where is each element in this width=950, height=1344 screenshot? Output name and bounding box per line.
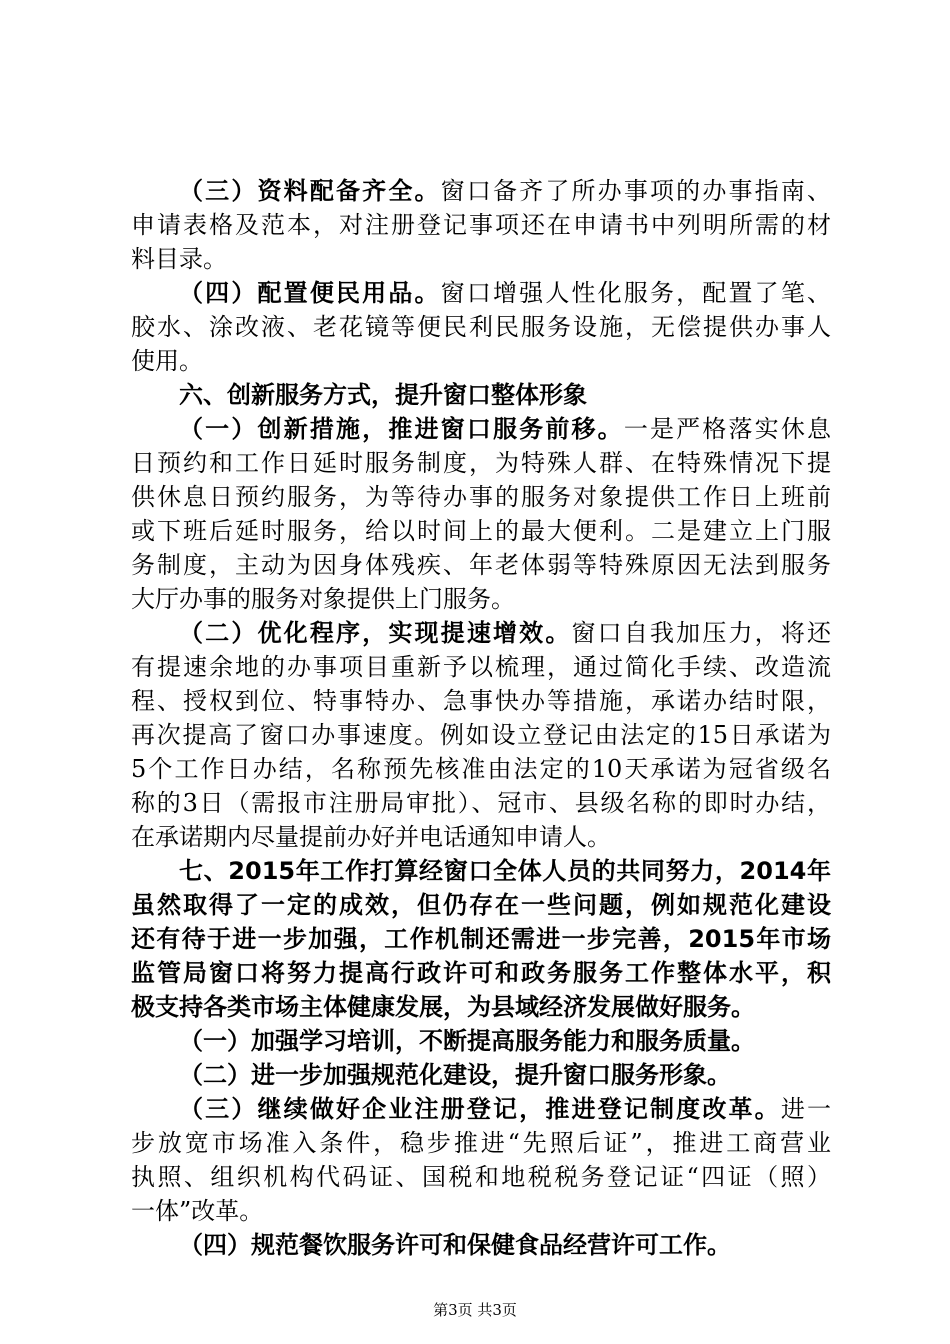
paragraph-heading: （四）配置便民用品。 [179, 279, 441, 307]
paragraph-line: 供休息日预约服务，为等待办事的服务对象提供工作日上班前 [131, 483, 831, 511]
paragraph-line [131, 278, 831, 308]
paragraph-line: 监管局窗口将努力提高行政许可和政务服务工作整体水平，积 [131, 959, 831, 987]
paragraph-line: 再次提高了窗口办事速度。例如设立登记由法定的15日承诺为 [131, 721, 831, 749]
paragraph-line: 称的3日（需报市注册局审批）、冠市、县级名称的即时办结， [131, 789, 831, 817]
paragraph-line: 有提速余地的办事项目重新予以梳理，通过简化手续、改造流 [131, 653, 831, 681]
paragraph-line: 使用。 [131, 347, 203, 375]
paragraph-line: 日预约和工作日延时服务制度，为特殊人群、在特殊情况下提 [131, 449, 831, 477]
paragraph-line: 步放宽市场准入条件，稳步推进“先照后证”，推进工商营业 [131, 1129, 831, 1157]
paragraph-line: 申请表格及范本，对注册登记事项还在申请书中列明所需的材 [131, 211, 831, 239]
paragraph-line: 一体”改革。 [131, 1197, 264, 1225]
paragraph-text: 一是严格落实休息 [623, 415, 832, 443]
paragraph-line: 或下班后延时服务，给以时间上的最大便利。二是建立上门服 [131, 517, 831, 545]
section-heading: 六、创新服务方式，提升窗口整体形象 [179, 381, 587, 409]
paragraph-line [131, 176, 831, 206]
paragraph-text: 窗口增强人性化服务，配置了笔、 [440, 279, 832, 307]
paragraph-line: 还有待于进一步加强，工作机制还需进一步完善，2015年市场 [131, 925, 831, 953]
list-item: （二）进一步加强规范化建设，提升窗口服务形象。 [179, 1061, 731, 1089]
paragraph-line: 极支持各类市场主体健康发展，为县域经济发展做好服务。 [131, 993, 755, 1021]
paragraph-line: 料目录。 [131, 245, 227, 273]
paragraph-line: 七、2015年工作打算经窗口全体人员的共同努力，2014年 [179, 857, 831, 885]
paragraph-line: 务制度，主动为因身体残疾、年老体弱等特殊原因无法到服务 [131, 551, 831, 579]
paragraph-line: 虽然取得了一定的成效，但仍存在一些问题，例如规范化建设 [131, 891, 831, 919]
paragraph-line: 胶水、涂改液、老花镜等便民利民服务设施，无偿提供办事人 [131, 313, 831, 341]
paragraph-line: 大厅办事的服务对象提供上门服务。 [131, 585, 515, 613]
list-item: （一）加强学习培训，不断提高服务能力和服务质量。 [179, 1027, 755, 1055]
paragraph-text: 窗口备齐了所办事项的办事指南、 [440, 177, 832, 205]
list-item: （四）规范餐饮服务许可和保健食品经营许可工作。 [179, 1231, 731, 1259]
paragraph-line: 程、授权到位、特事特办、急事快办等措施，承诺办结时限， [131, 687, 831, 715]
paragraph-heading: （三）继续做好企业注册登记，推进登记制度改革。 [179, 1095, 781, 1123]
paragraph-text: 进一 [780, 1095, 832, 1123]
paragraph-text: 窗口自我加压力，将还 [571, 619, 831, 647]
paragraph-line: 执照、组织机构代码证、国税和地税税务登记证“四证（照） [131, 1163, 831, 1191]
paragraph-line [131, 618, 831, 648]
paragraph-heading: （一）创新措施，推进窗口服务前移。 [179, 415, 624, 443]
paragraph-line [131, 414, 831, 444]
paragraph-line [131, 1094, 831, 1124]
page-footer: 第3页 共3页 [433, 1301, 517, 1319]
paragraph-heading: （三）资料配备齐全。 [179, 177, 441, 205]
paragraph-line: 5个工作日办结，名称预先核准由法定的10天承诺为冠省级名 [131, 755, 831, 783]
paragraph-line: 在承诺期内尽量提前办好并电话通知申请人。 [131, 823, 611, 851]
paragraph-heading: （二）优化程序，实现提速增效。 [179, 619, 572, 647]
